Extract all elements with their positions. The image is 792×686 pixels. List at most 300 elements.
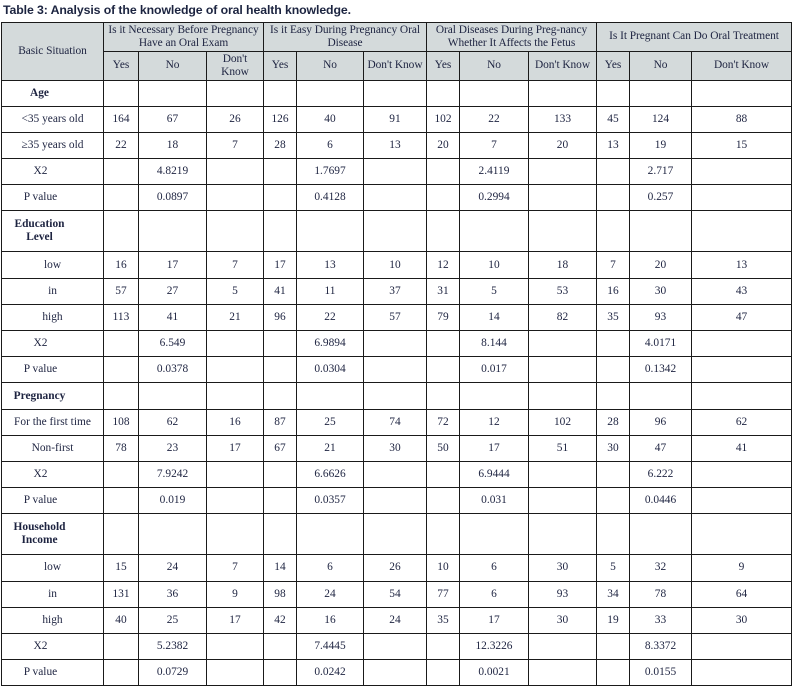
- cell: 6: [460, 581, 529, 607]
- row-label: in: [2, 278, 104, 304]
- cell: 24: [139, 555, 207, 581]
- cell: 42: [264, 607, 297, 633]
- cell: 164: [104, 106, 139, 132]
- cell: 15: [104, 555, 139, 581]
- cell: 41: [264, 278, 297, 304]
- table-row: [2, 278, 792, 304]
- row-label: P value: [2, 357, 104, 383]
- cell: [630, 80, 692, 106]
- cell: 6: [460, 555, 529, 581]
- table-row: [2, 660, 792, 686]
- cell: [427, 80, 460, 106]
- cell: 35: [427, 607, 460, 633]
- cell: [207, 185, 264, 211]
- cell: [104, 211, 139, 252]
- cell: [427, 159, 460, 185]
- cell: [264, 357, 297, 383]
- cell: 30: [364, 435, 427, 461]
- cell: [460, 211, 529, 252]
- cell: 10: [460, 252, 529, 278]
- row-label: P value: [2, 185, 104, 211]
- row-label: Pregnancy: [2, 383, 104, 409]
- cell: 17: [207, 435, 264, 461]
- table-row: [2, 435, 792, 461]
- cell: [207, 383, 264, 409]
- cell: [264, 383, 297, 409]
- table-row: [2, 357, 792, 383]
- cell: 62: [692, 409, 792, 435]
- cell: [692, 383, 792, 409]
- cell: [364, 660, 427, 686]
- cell: [264, 514, 297, 555]
- cell: [264, 660, 297, 686]
- cell: 12.3226: [460, 633, 529, 659]
- cell: [529, 159, 597, 185]
- cell: 30: [597, 435, 630, 461]
- cell: 0.017: [460, 357, 529, 383]
- cell: 0.4128: [297, 185, 364, 211]
- cell: [104, 633, 139, 659]
- header-sub-dontknow-3: Don't Know: [529, 51, 597, 80]
- row-label: low: [2, 555, 104, 581]
- cell: [597, 159, 630, 185]
- cell: 43: [692, 278, 792, 304]
- cell: 0.0304: [297, 357, 364, 383]
- cell: 7: [207, 132, 264, 158]
- cell: 34: [597, 581, 630, 607]
- cell: 36: [139, 581, 207, 607]
- cell: [692, 660, 792, 686]
- cell: 67: [139, 106, 207, 132]
- cell: [692, 185, 792, 211]
- cell: 17: [139, 252, 207, 278]
- cell: 9: [692, 555, 792, 581]
- cell: 15: [692, 132, 792, 158]
- cell: [297, 80, 364, 106]
- cell: 6: [297, 132, 364, 158]
- header-group-oral-disease: Is it Easy During Pregnancy Oral Disease: [264, 23, 427, 52]
- cell: 33: [630, 607, 692, 633]
- row-label: Education Level: [2, 211, 104, 252]
- cell: [692, 357, 792, 383]
- cell: 13: [692, 252, 792, 278]
- cell: [297, 514, 364, 555]
- cell: 93: [529, 581, 597, 607]
- cell: 0.0729: [139, 660, 207, 686]
- cell: [692, 461, 792, 487]
- header-sub-no-1: No: [139, 51, 207, 80]
- cell: [207, 159, 264, 185]
- cell: 6.222: [630, 461, 692, 487]
- cell: [692, 80, 792, 106]
- cell: [597, 331, 630, 357]
- cell: [427, 185, 460, 211]
- cell: [104, 660, 139, 686]
- cell: [692, 211, 792, 252]
- header-sub-no-4: No: [630, 51, 692, 80]
- cell: 7: [460, 132, 529, 158]
- cell: 16: [207, 409, 264, 435]
- cell: [597, 633, 630, 659]
- cell: 28: [597, 409, 630, 435]
- cell: [692, 488, 792, 514]
- cell: 18: [529, 252, 597, 278]
- cell: [104, 185, 139, 211]
- table-row: [2, 331, 792, 357]
- cell: 102: [529, 409, 597, 435]
- cell: [597, 211, 630, 252]
- cell: 77: [427, 581, 460, 607]
- cell: 22: [104, 132, 139, 158]
- header-basic-situation: Basic Situation: [2, 23, 104, 81]
- cell: [264, 331, 297, 357]
- cell: [529, 357, 597, 383]
- table-row: [2, 607, 792, 633]
- row-label: in: [2, 581, 104, 607]
- header-sub-yes-3: Yes: [427, 51, 460, 80]
- cell: [427, 488, 460, 514]
- cell: [630, 211, 692, 252]
- cell: 4.8219: [139, 159, 207, 185]
- cell: 35: [597, 304, 630, 330]
- cell: 25: [297, 409, 364, 435]
- cell: 21: [207, 304, 264, 330]
- header-group-affects-fetus: Oral Diseases During Preg-nancy Whether It Affects the Fetus: [427, 23, 597, 52]
- cell: [529, 331, 597, 357]
- cell: 28: [264, 132, 297, 158]
- cell: 17: [460, 607, 529, 633]
- cell: 13: [597, 132, 630, 158]
- table-row: [2, 555, 792, 581]
- cell: [460, 80, 529, 106]
- cell: [297, 383, 364, 409]
- cell: 4.0171: [630, 331, 692, 357]
- cell: 41: [692, 435, 792, 461]
- cell: 126: [264, 106, 297, 132]
- cell: 82: [529, 304, 597, 330]
- cell: [692, 331, 792, 357]
- cell: 17: [264, 252, 297, 278]
- cell: [264, 211, 297, 252]
- cell: [264, 185, 297, 211]
- table-row: [2, 581, 792, 607]
- cell: 45: [597, 106, 630, 132]
- cell: 0.031: [460, 488, 529, 514]
- cell: [597, 488, 630, 514]
- cell: 124: [630, 106, 692, 132]
- cell: 67: [264, 435, 297, 461]
- cell: 0.2994: [460, 185, 529, 211]
- cell: [427, 514, 460, 555]
- header-sub-yes-1: Yes: [104, 51, 139, 80]
- row-label: X2: [2, 633, 104, 659]
- cell: 0.0897: [139, 185, 207, 211]
- row-label: Household Income: [2, 514, 104, 555]
- cell: [597, 383, 630, 409]
- cell: 7.9242: [139, 461, 207, 487]
- table-row: [2, 211, 792, 252]
- cell: 12: [427, 252, 460, 278]
- header-sub-dontknow-4: Don't Know: [692, 51, 792, 80]
- cell: [692, 514, 792, 555]
- header-sub-yes-4: Yes: [597, 51, 630, 80]
- cell: 0.0155: [630, 660, 692, 686]
- cell: [364, 514, 427, 555]
- cell: [207, 357, 264, 383]
- cell: [529, 185, 597, 211]
- cell: 25: [139, 607, 207, 633]
- cell: [104, 514, 139, 555]
- cell: 32: [630, 555, 692, 581]
- cell: 93: [630, 304, 692, 330]
- cell: 19: [597, 607, 630, 633]
- cell: [427, 660, 460, 686]
- cell: 0.257: [630, 185, 692, 211]
- cell: [364, 185, 427, 211]
- cell: 57: [364, 304, 427, 330]
- row-label: high: [2, 304, 104, 330]
- cell: 98: [264, 581, 297, 607]
- cell: 8.144: [460, 331, 529, 357]
- header-row-subcolumns: [2, 51, 792, 80]
- cell: [139, 383, 207, 409]
- cell: [460, 514, 529, 555]
- cell: [139, 80, 207, 106]
- cell: 37: [364, 278, 427, 304]
- row-label: ≥35 years old: [2, 132, 104, 158]
- cell: 7.4445: [297, 633, 364, 659]
- cell: 54: [364, 581, 427, 607]
- table-row: [2, 252, 792, 278]
- cell: 72: [427, 409, 460, 435]
- cell: 30: [529, 555, 597, 581]
- table-body: [2, 80, 792, 686]
- cell: [427, 633, 460, 659]
- cell: 57: [104, 278, 139, 304]
- cell: 47: [692, 304, 792, 330]
- cell: 102: [427, 106, 460, 132]
- cell: [529, 461, 597, 487]
- cell: [104, 159, 139, 185]
- cell: 87: [264, 409, 297, 435]
- cell: 21: [297, 435, 364, 461]
- cell: 16: [597, 278, 630, 304]
- cell: 8.3372: [630, 633, 692, 659]
- cell: [104, 461, 139, 487]
- cell: [264, 80, 297, 106]
- cell: [529, 633, 597, 659]
- table-row: [2, 80, 792, 106]
- cell: 30: [630, 278, 692, 304]
- cell: [630, 383, 692, 409]
- cell: 12: [460, 409, 529, 435]
- cell: [427, 357, 460, 383]
- cell: [597, 80, 630, 106]
- row-label: P value: [2, 488, 104, 514]
- cell: 64: [692, 581, 792, 607]
- table-row: [2, 304, 792, 330]
- cell: [207, 633, 264, 659]
- cell: 5: [460, 278, 529, 304]
- cell: [104, 357, 139, 383]
- cell: [692, 159, 792, 185]
- cell: 10: [427, 555, 460, 581]
- cell: 133: [529, 106, 597, 132]
- cell: [597, 514, 630, 555]
- cell: 9: [207, 581, 264, 607]
- row-label: high: [2, 607, 104, 633]
- analysis-table: [1, 22, 792, 686]
- cell: 16: [297, 607, 364, 633]
- cell: 40: [104, 607, 139, 633]
- cell: 6.549: [139, 331, 207, 357]
- table-row: [2, 159, 792, 185]
- cell: [297, 211, 364, 252]
- cell: [427, 211, 460, 252]
- row-label: <35 years old: [2, 106, 104, 132]
- header-group-oral-exam: Is it Necessary Before Pregnancy Have an Oral Exam: [104, 23, 264, 52]
- cell: 1.7697: [297, 159, 364, 185]
- row-label: X2: [2, 331, 104, 357]
- cell: 0.0378: [139, 357, 207, 383]
- cell: 88: [692, 106, 792, 132]
- cell: 20: [427, 132, 460, 158]
- cell: [104, 488, 139, 514]
- cell: 0.1342: [630, 357, 692, 383]
- cell: 5.2382: [139, 633, 207, 659]
- cell: 17: [460, 435, 529, 461]
- cell: [529, 660, 597, 686]
- cell: [264, 633, 297, 659]
- cell: [529, 383, 597, 409]
- cell: [427, 461, 460, 487]
- cell: [597, 185, 630, 211]
- cell: [207, 514, 264, 555]
- row-label: Non-first: [2, 435, 104, 461]
- cell: [597, 461, 630, 487]
- header-sub-dontknow-2: Don't Know: [364, 51, 427, 80]
- cell: 0.0021: [460, 660, 529, 686]
- table-row: [2, 409, 792, 435]
- table-row: [2, 106, 792, 132]
- cell: [207, 488, 264, 514]
- cell: [207, 211, 264, 252]
- cell: 91: [364, 106, 427, 132]
- cell: 13: [297, 252, 364, 278]
- cell: 26: [207, 106, 264, 132]
- cell: [139, 514, 207, 555]
- cell: 5: [597, 555, 630, 581]
- cell: 96: [264, 304, 297, 330]
- cell: 26: [364, 555, 427, 581]
- cell: 20: [630, 252, 692, 278]
- cell: [630, 514, 692, 555]
- cell: [364, 357, 427, 383]
- cell: 13: [364, 132, 427, 158]
- cell: 5: [207, 278, 264, 304]
- cell: [364, 331, 427, 357]
- cell: [529, 514, 597, 555]
- cell: 19: [630, 132, 692, 158]
- cell: 30: [529, 607, 597, 633]
- header-sub-yes-2: Yes: [264, 51, 297, 80]
- cell: [207, 461, 264, 487]
- cell: [207, 80, 264, 106]
- cell: [207, 331, 264, 357]
- cell: 2.717: [630, 159, 692, 185]
- table-row: [2, 185, 792, 211]
- header-sub-dontknow-1: Don't Know: [207, 51, 264, 80]
- cell: [460, 383, 529, 409]
- cell: [597, 357, 630, 383]
- cell: 24: [364, 607, 427, 633]
- cell: 78: [630, 581, 692, 607]
- cell: 41: [139, 304, 207, 330]
- row-label: X2: [2, 159, 104, 185]
- cell: [364, 211, 427, 252]
- cell: 6.9444: [460, 461, 529, 487]
- cell: 18: [139, 132, 207, 158]
- cell: 22: [297, 304, 364, 330]
- cell: 78: [104, 435, 139, 461]
- table-row: [2, 461, 792, 487]
- cell: [104, 80, 139, 106]
- cell: 22: [460, 106, 529, 132]
- cell: 0.0446: [630, 488, 692, 514]
- cell: [529, 488, 597, 514]
- cell: 7: [207, 555, 264, 581]
- cell: 16: [104, 252, 139, 278]
- cell: 7: [207, 252, 264, 278]
- cell: [264, 461, 297, 487]
- cell: 10: [364, 252, 427, 278]
- cell: 79: [427, 304, 460, 330]
- header-sub-no-2: No: [297, 51, 364, 80]
- cell: [364, 633, 427, 659]
- cell: [364, 159, 427, 185]
- cell: 14: [460, 304, 529, 330]
- cell: 14: [264, 555, 297, 581]
- cell: 7: [597, 252, 630, 278]
- header-group-oral-treatment: Is It Pregnant Can Do Oral Treatment: [597, 23, 792, 52]
- table-row: [2, 488, 792, 514]
- cell: 30: [692, 607, 792, 633]
- cell: 96: [630, 409, 692, 435]
- table-head: [2, 23, 792, 81]
- table-row: [2, 633, 792, 659]
- table-row: [2, 132, 792, 158]
- row-label: P value: [2, 660, 104, 686]
- cell: 0.019: [139, 488, 207, 514]
- cell: 23: [139, 435, 207, 461]
- row-label: Age: [2, 80, 104, 106]
- cell: 51: [529, 435, 597, 461]
- cell: [264, 159, 297, 185]
- cell: [364, 488, 427, 514]
- cell: 74: [364, 409, 427, 435]
- cell: 6.6626: [297, 461, 364, 487]
- row-label: For the first time: [2, 409, 104, 435]
- cell: 17: [207, 607, 264, 633]
- cell: 31: [427, 278, 460, 304]
- cell: [364, 80, 427, 106]
- table-caption: Table 3: Analysis of the knowledge of oral health knowledge.: [3, 3, 351, 17]
- row-label: low: [2, 252, 104, 278]
- header-sub-no-3: No: [460, 51, 529, 80]
- cell: [427, 383, 460, 409]
- cell: [207, 660, 264, 686]
- table-row: [2, 383, 792, 409]
